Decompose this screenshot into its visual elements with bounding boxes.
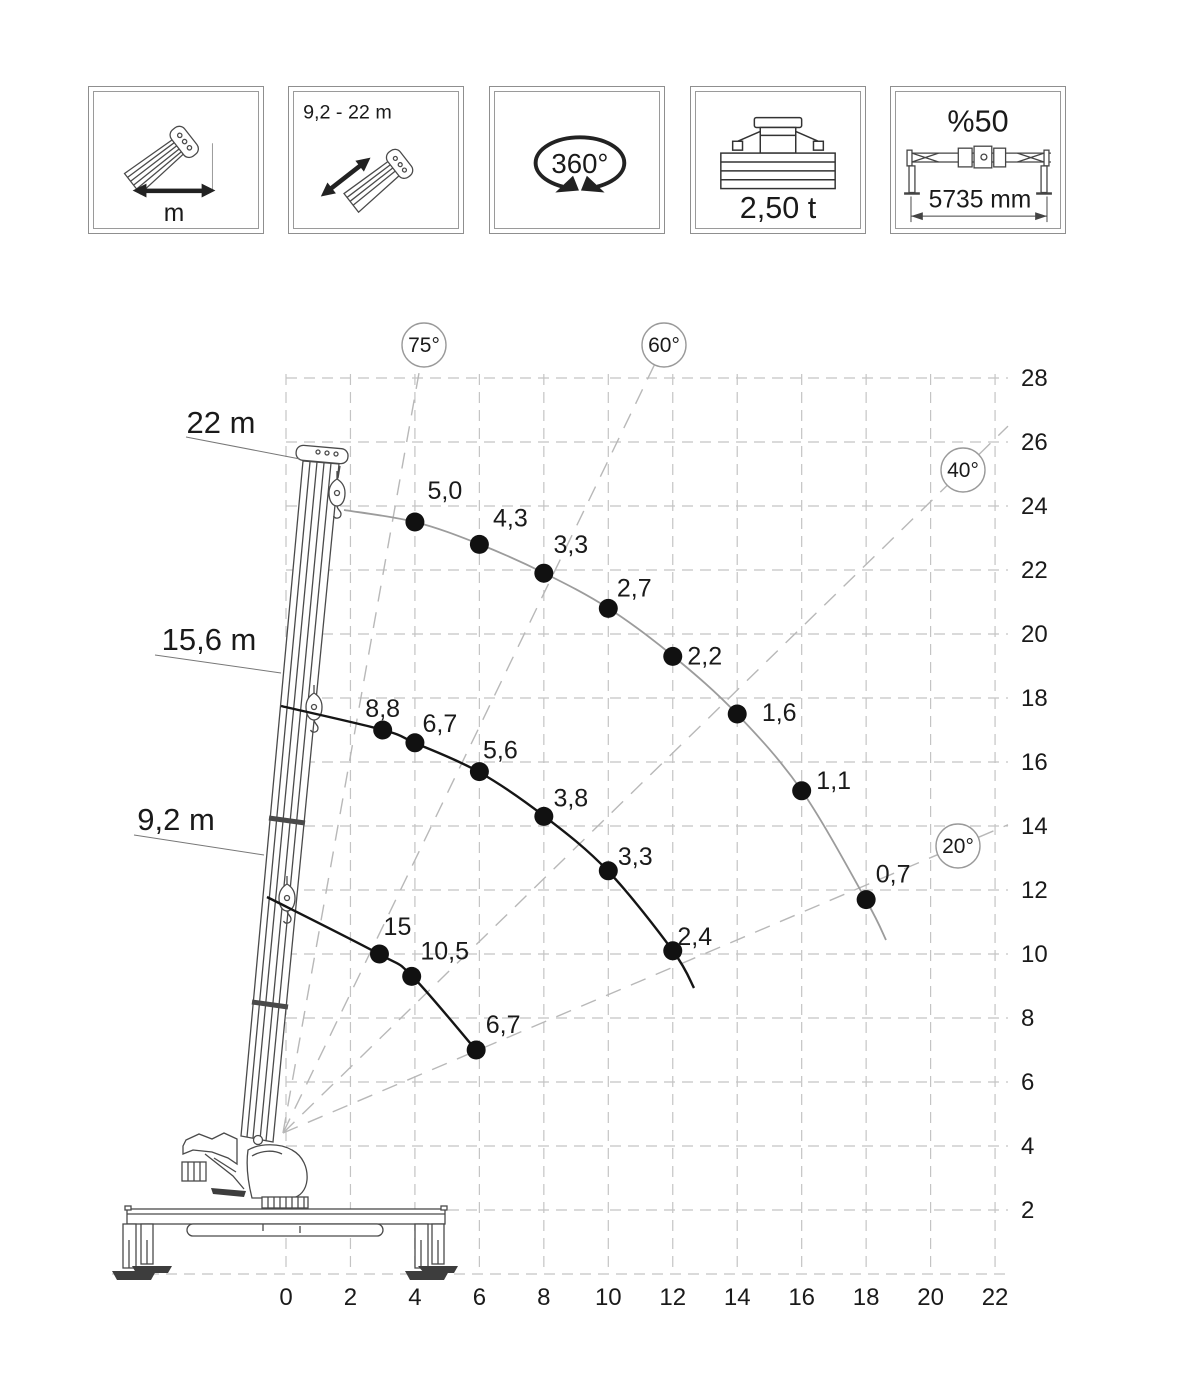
- load-point: [470, 762, 489, 781]
- boom-angle-lines: [283, 345, 1008, 1133]
- y-tick-label: 20: [1021, 621, 1048, 648]
- x-tick-label: 20: [917, 1284, 944, 1311]
- radius-unit-label: m: [163, 200, 185, 228]
- load-value-label: 8,8: [365, 695, 401, 723]
- load-value-label: 3,3: [553, 531, 589, 560]
- angle-line: [283, 426, 1008, 1133]
- load-value-label: 5,6: [482, 736, 518, 765]
- y-tick-label: 8: [1021, 1005, 1035, 1032]
- load-value-label: 3,3: [617, 842, 653, 871]
- x-tick-label: 18: [852, 1284, 880, 1311]
- crane-counterweight-discs: [182, 1162, 206, 1181]
- load-point: [728, 705, 747, 724]
- load-labels: [365, 477, 910, 1039]
- load-point: [663, 647, 682, 666]
- y-tick-label: 28: [1021, 365, 1048, 392]
- load-value-label: 5,0: [427, 477, 463, 505]
- load-point: [857, 890, 876, 909]
- crane-carrier: [125, 1206, 447, 1236]
- boom-length-label: 9,2 m: [137, 802, 215, 837]
- grid: [112, 374, 1008, 1274]
- angle-marker-label: 40°: [947, 459, 979, 482]
- crane-step: [211, 1188, 246, 1197]
- load-value-label: 10,5: [420, 937, 470, 966]
- load-value-label: 6,7: [422, 709, 458, 738]
- x-tick-label: 2: [343, 1284, 358, 1311]
- crane-illustration: [112, 437, 458, 1280]
- crane-rear-frame: [183, 1133, 237, 1164]
- outrigger-percent-label: %50: [947, 104, 1009, 139]
- load-curves: [267, 510, 886, 1050]
- load-point: [405, 513, 424, 532]
- load-point: [792, 781, 811, 800]
- x-tick-label: 0: [279, 1284, 293, 1311]
- load-value-label: 0,7: [875, 860, 911, 889]
- load-point: [599, 861, 618, 880]
- load-point: [373, 721, 392, 740]
- boom-length-label: 22 m: [186, 405, 256, 440]
- y-tick-label: 18: [1021, 685, 1048, 712]
- y-tick-label: 4: [1021, 1133, 1035, 1160]
- load-point: [599, 599, 618, 618]
- y-tick-label: 6: [1021, 1069, 1035, 1096]
- boom-length-range-label: 9,2 - 22 m: [303, 101, 392, 124]
- angle-marker-label: 60°: [648, 334, 680, 357]
- load-value-label: 1,1: [816, 766, 852, 795]
- y-tick-label: 12: [1021, 877, 1048, 904]
- x-tick-label: 16: [788, 1284, 816, 1311]
- counterweight-label: 2,50 t: [739, 191, 817, 226]
- load-value-label: 3,8: [553, 784, 589, 813]
- crane-outrigger-pads: [112, 1266, 458, 1280]
- load-point: [370, 945, 389, 964]
- y-tick-label: 16: [1021, 749, 1048, 776]
- slew-range-label: 360°: [551, 147, 609, 179]
- outrigger-span-label: 5735 mm: [928, 186, 1032, 214]
- load-value-label: 2,2: [687, 642, 723, 671]
- boom-length-label: 15,6 m: [161, 622, 257, 657]
- y-tick-label: 2: [1021, 1197, 1035, 1224]
- x-tick-label: 14: [723, 1284, 751, 1311]
- load-value-label: 1,6: [761, 699, 797, 727]
- x-tick-label: 12: [659, 1284, 687, 1311]
- y-tick-label: 26: [1021, 429, 1048, 456]
- y-tick-label: 24: [1021, 493, 1048, 520]
- x-tick-label: 6: [472, 1284, 487, 1311]
- load-curve: [267, 897, 476, 1050]
- x-tick-label: 10: [594, 1284, 622, 1311]
- load-value-label: 4,3: [492, 504, 528, 533]
- crane-frame-arm: [205, 1154, 244, 1189]
- angle-marker-label: 75°: [408, 334, 440, 357]
- load-value-label: 6,7: [485, 1011, 521, 1039]
- angle-marker-label: 20°: [942, 835, 974, 858]
- y-tick-label: 10: [1021, 941, 1048, 968]
- load-point: [402, 967, 421, 986]
- load-point: [470, 535, 489, 554]
- crane-boom-pivot: [254, 1136, 263, 1145]
- angle-markers: [402, 323, 985, 868]
- y-tick-label: 14: [1021, 813, 1048, 840]
- y-tick-label: 22: [1021, 557, 1048, 584]
- load-point: [534, 807, 553, 826]
- load-point: [534, 564, 553, 583]
- load-value-label: 2,4: [677, 922, 713, 951]
- load-point: [467, 1041, 486, 1060]
- x-tick-label: 8: [537, 1284, 551, 1311]
- crane-turntable: [262, 1197, 308, 1208]
- load-value-label: 2,7: [616, 574, 652, 603]
- x-tick-label: 22: [981, 1284, 1009, 1311]
- x-tick-label: 4: [408, 1284, 422, 1311]
- load-value-label: 15: [383, 913, 412, 941]
